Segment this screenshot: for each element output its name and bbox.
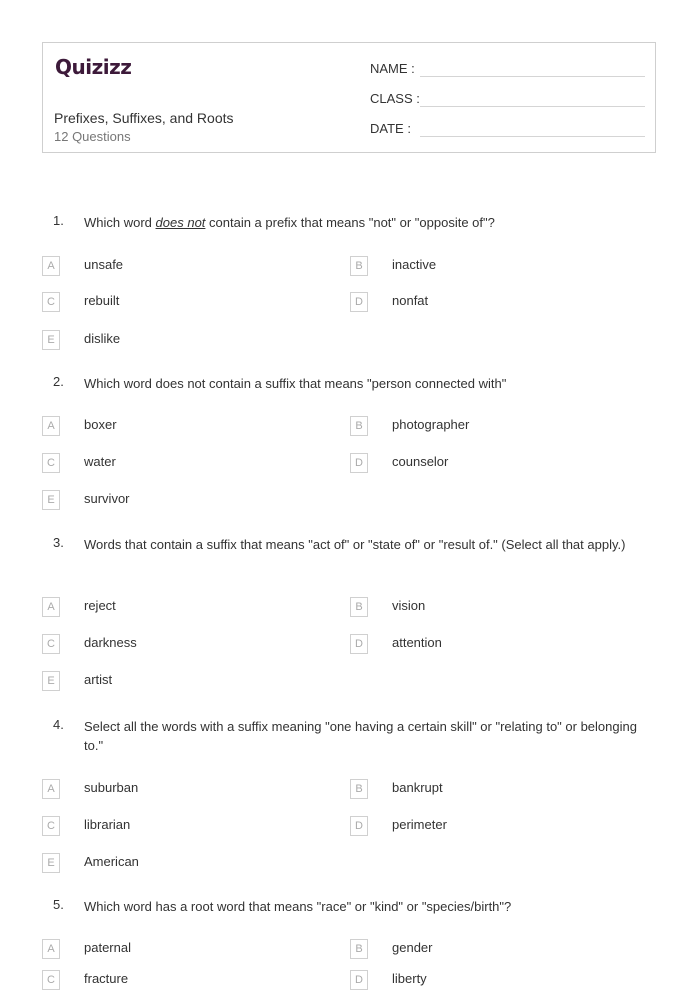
- option-text: survivor: [84, 491, 130, 506]
- option-text: perimeter: [392, 817, 447, 832]
- option-text: paternal: [84, 940, 131, 955]
- option-letter: B: [350, 416, 368, 436]
- option-text: American: [84, 854, 139, 869]
- option-text: fracture: [84, 971, 129, 986]
- option-letter: B: [350, 779, 368, 799]
- name-field[interactable]: [370, 61, 645, 76]
- name-line: [420, 76, 645, 77]
- question-text-part: contain a prefix that means "not" or "opposite of"?: [205, 215, 495, 230]
- option-letter: D: [350, 816, 368, 836]
- option-letter: C: [42, 453, 60, 473]
- option-letter: C: [42, 292, 60, 312]
- worksheet-header: [42, 42, 656, 153]
- question-number: 1.: [53, 213, 64, 228]
- question-number: 2.: [53, 374, 64, 389]
- question-text-part: Which word: [84, 215, 156, 230]
- option-text: darkness: [84, 635, 137, 650]
- option-letter: D: [350, 292, 368, 312]
- option-letter: A: [42, 779, 60, 799]
- quizizz-logo: Quizizz: [55, 55, 132, 79]
- option-text: nonfat: [392, 293, 429, 308]
- option-letter: A: [42, 939, 60, 959]
- date-label: DATE :: [370, 121, 411, 136]
- worksheet-title: Prefixes, Suffixes, and Roots: [54, 110, 234, 126]
- option-letter: E: [42, 853, 60, 873]
- question-count: 12 Questions: [54, 129, 131, 144]
- option-text: unsafe: [84, 257, 124, 272]
- class-field[interactable]: [370, 91, 645, 106]
- option-letter: A: [42, 256, 60, 276]
- option-text: photographer: [392, 417, 470, 432]
- question-number: 4.: [53, 717, 64, 732]
- option-letter: E: [42, 490, 60, 510]
- option-letter: E: [42, 671, 60, 691]
- option-letter: B: [350, 939, 368, 959]
- question-text: Words that contain a suffix that means "act of" or "state of" or "result of." (Select all that apply.): [84, 537, 626, 552]
- date-field[interactable]: [370, 121, 645, 136]
- option-letter: B: [350, 597, 368, 617]
- option-letter: C: [42, 970, 60, 990]
- option-letter: D: [350, 634, 368, 654]
- question-text: [84, 213, 659, 232]
- option-text: vision: [392, 598, 426, 613]
- option-text: rebuilt: [84, 293, 120, 308]
- class-line: [420, 106, 645, 107]
- option-text: counselor: [392, 454, 449, 469]
- option-letter: E: [42, 330, 60, 350]
- option-text: bankrupt: [392, 780, 443, 795]
- option-text: liberty: [392, 971, 427, 986]
- option-letter: B: [350, 256, 368, 276]
- question-emphasis: does not: [155, 215, 206, 230]
- question-number: 5.: [53, 897, 64, 912]
- option-letter: A: [42, 416, 60, 436]
- option-text: librarian: [84, 817, 131, 832]
- name-label: NAME :: [370, 61, 415, 76]
- option-text: artist: [84, 672, 113, 687]
- option-letter: C: [42, 816, 60, 836]
- date-line: [420, 136, 645, 137]
- option-text: dislike: [84, 331, 121, 346]
- option-letter: A: [42, 597, 60, 617]
- option-text: suburban: [84, 780, 139, 795]
- option-text: attention: [392, 635, 442, 650]
- question-text: Select all the words with a suffix meaning "one having a certain skill" or "relating to" or belonging to.": [84, 719, 637, 753]
- question-number: 3.: [53, 535, 64, 550]
- option-letter: C: [42, 634, 60, 654]
- option-text: gender: [392, 940, 433, 955]
- class-label: CLASS :: [370, 91, 420, 106]
- question-text: Which word has a root word that means "race" or "kind" or "species/birth"?: [84, 899, 512, 914]
- option-text: boxer: [84, 417, 117, 432]
- option-letter: D: [350, 453, 368, 473]
- option-text: reject: [84, 598, 116, 613]
- option-letter: D: [350, 970, 368, 990]
- question-text: Which word does not contain a suffix that means "person connected with": [84, 376, 507, 391]
- option-text: water: [84, 454, 116, 469]
- option-text: inactive: [392, 257, 437, 272]
